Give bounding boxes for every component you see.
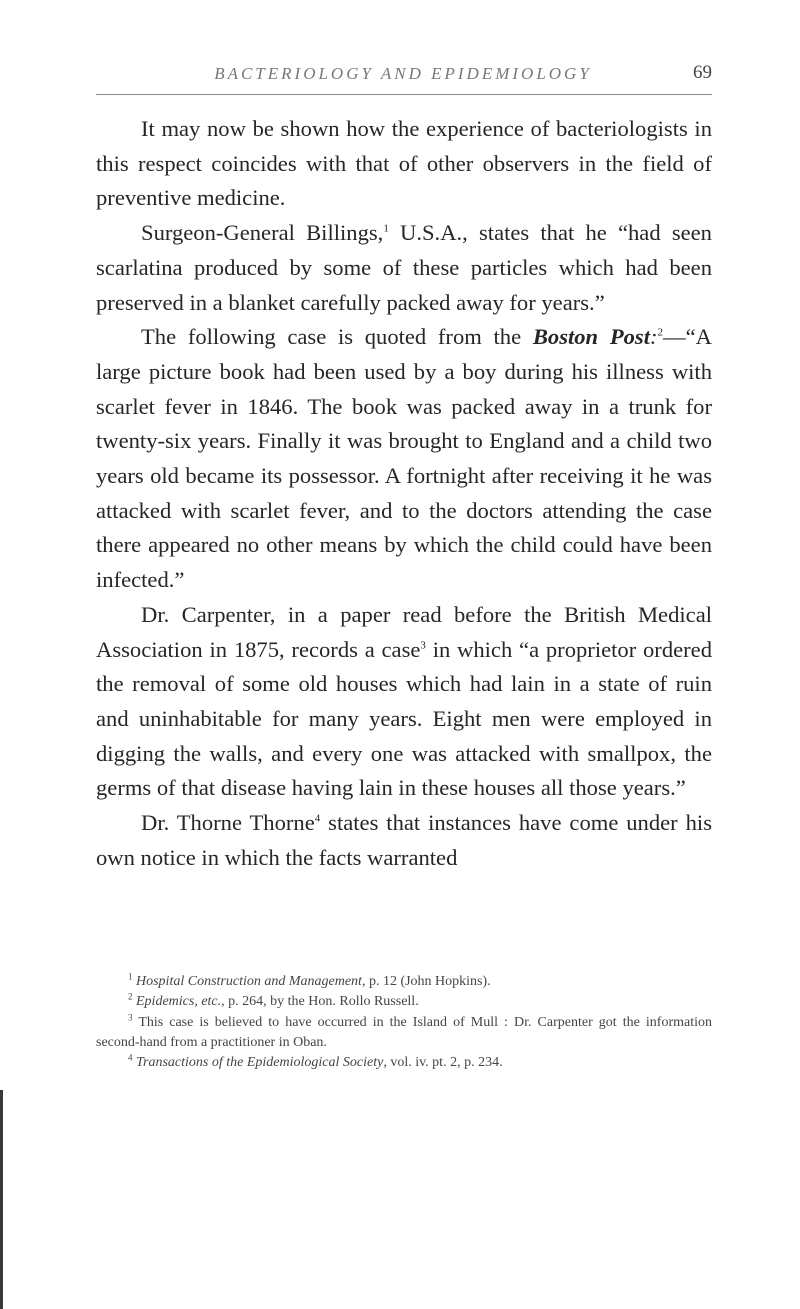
footnote-ref: 1 xyxy=(383,222,389,235)
footnote-text: This case is believed to have occurred in the Island of Mull : Dr. Carpenter got the information second-hand from a practitioner in Oban. xyxy=(96,1014,713,1050)
paragraph-text: The following case is quoted from the xyxy=(141,324,533,350)
body-text xyxy=(96,112,712,875)
paragraph-text: Dr. Carpenter, in a paper read before the British Medical Association in 1875, records a case xyxy=(96,601,712,662)
paragraph-text: It may now be shown how the experience of bacteriologists in this respect coincides with that of other observers in the field of preventive medicine. xyxy=(96,116,712,211)
footnote-number: 4 xyxy=(128,1052,133,1063)
footnote-number: 3 xyxy=(128,1011,133,1022)
footnote-title: Hospital Construction and Management xyxy=(136,974,362,989)
paragraph-text: states that instances have come under his own notice in which the facts warranted xyxy=(96,810,712,870)
footnote-number: 2 xyxy=(128,991,133,1002)
running-head: BACTERIOLOGY AND EPIDEMIOLOGY xyxy=(214,64,592,83)
footnote-ref: 3 xyxy=(420,639,426,652)
footnotes xyxy=(96,972,712,1073)
paragraph-text: —“A large picture book had been used by a boy during his illness with scarlet fever in 1846. The book was packed away in a trunk for twenty-six years. Finally it was brought to England and a child two years old became its possessor. A fortnight after receiving it he was attacked with scarlet fever, and to the doctors attending the case there appeared no other means by which the child could have been infected.” xyxy=(96,324,712,593)
footnote-ref: 4 xyxy=(314,812,321,825)
paragraph-1 xyxy=(96,112,712,216)
page-header xyxy=(96,64,712,95)
source-title: Boston Post xyxy=(532,324,650,350)
footnote-title: Epidemics, etc. xyxy=(136,994,222,1010)
page-edge-shadow xyxy=(0,1090,3,1309)
source-colon: : xyxy=(650,324,658,350)
page-number: 69 xyxy=(693,62,712,83)
footnote-text: , vol. iv. pt. 2, p. 234. xyxy=(383,1055,503,1071)
paragraph-text: U.S.A., states that he “had seen scarlatina produced by some of these particles which had been preserved in a blanket carefully packed away for years.” xyxy=(96,220,712,315)
footnote-4 xyxy=(96,1053,712,1073)
footnote-text: , p. 264, by the Hon. Rollo Russell. xyxy=(221,994,419,1010)
footnote-1 xyxy=(96,972,712,992)
paragraph-2 xyxy=(96,216,712,320)
footnote-ref: 2 xyxy=(657,326,664,339)
paragraph-text: Dr. Thorne Thorne xyxy=(141,810,315,836)
paragraph-5 xyxy=(96,806,712,875)
footnote-3 xyxy=(96,1013,712,1054)
paragraph-4 xyxy=(96,598,712,806)
paragraph-3 xyxy=(96,320,712,598)
footnote-text: , p. 12 (John Hopkins). xyxy=(361,974,491,989)
paragraph-text: Surgeon-General Billings, xyxy=(141,220,384,246)
footnote-title: Transactions of the Epidemiological Society xyxy=(136,1055,384,1071)
footnote-number: 1 xyxy=(128,971,133,982)
paragraph-text: in which “a proprietor ordered the removal of some old houses which had lain in a state of ruin and uninhabitable for many years. Eight men were employed in digging the walls, and every one was attacked with smallpox, the germs of that disease having lain in these houses all those years.” xyxy=(96,636,712,801)
footnote-2 xyxy=(96,992,712,1012)
